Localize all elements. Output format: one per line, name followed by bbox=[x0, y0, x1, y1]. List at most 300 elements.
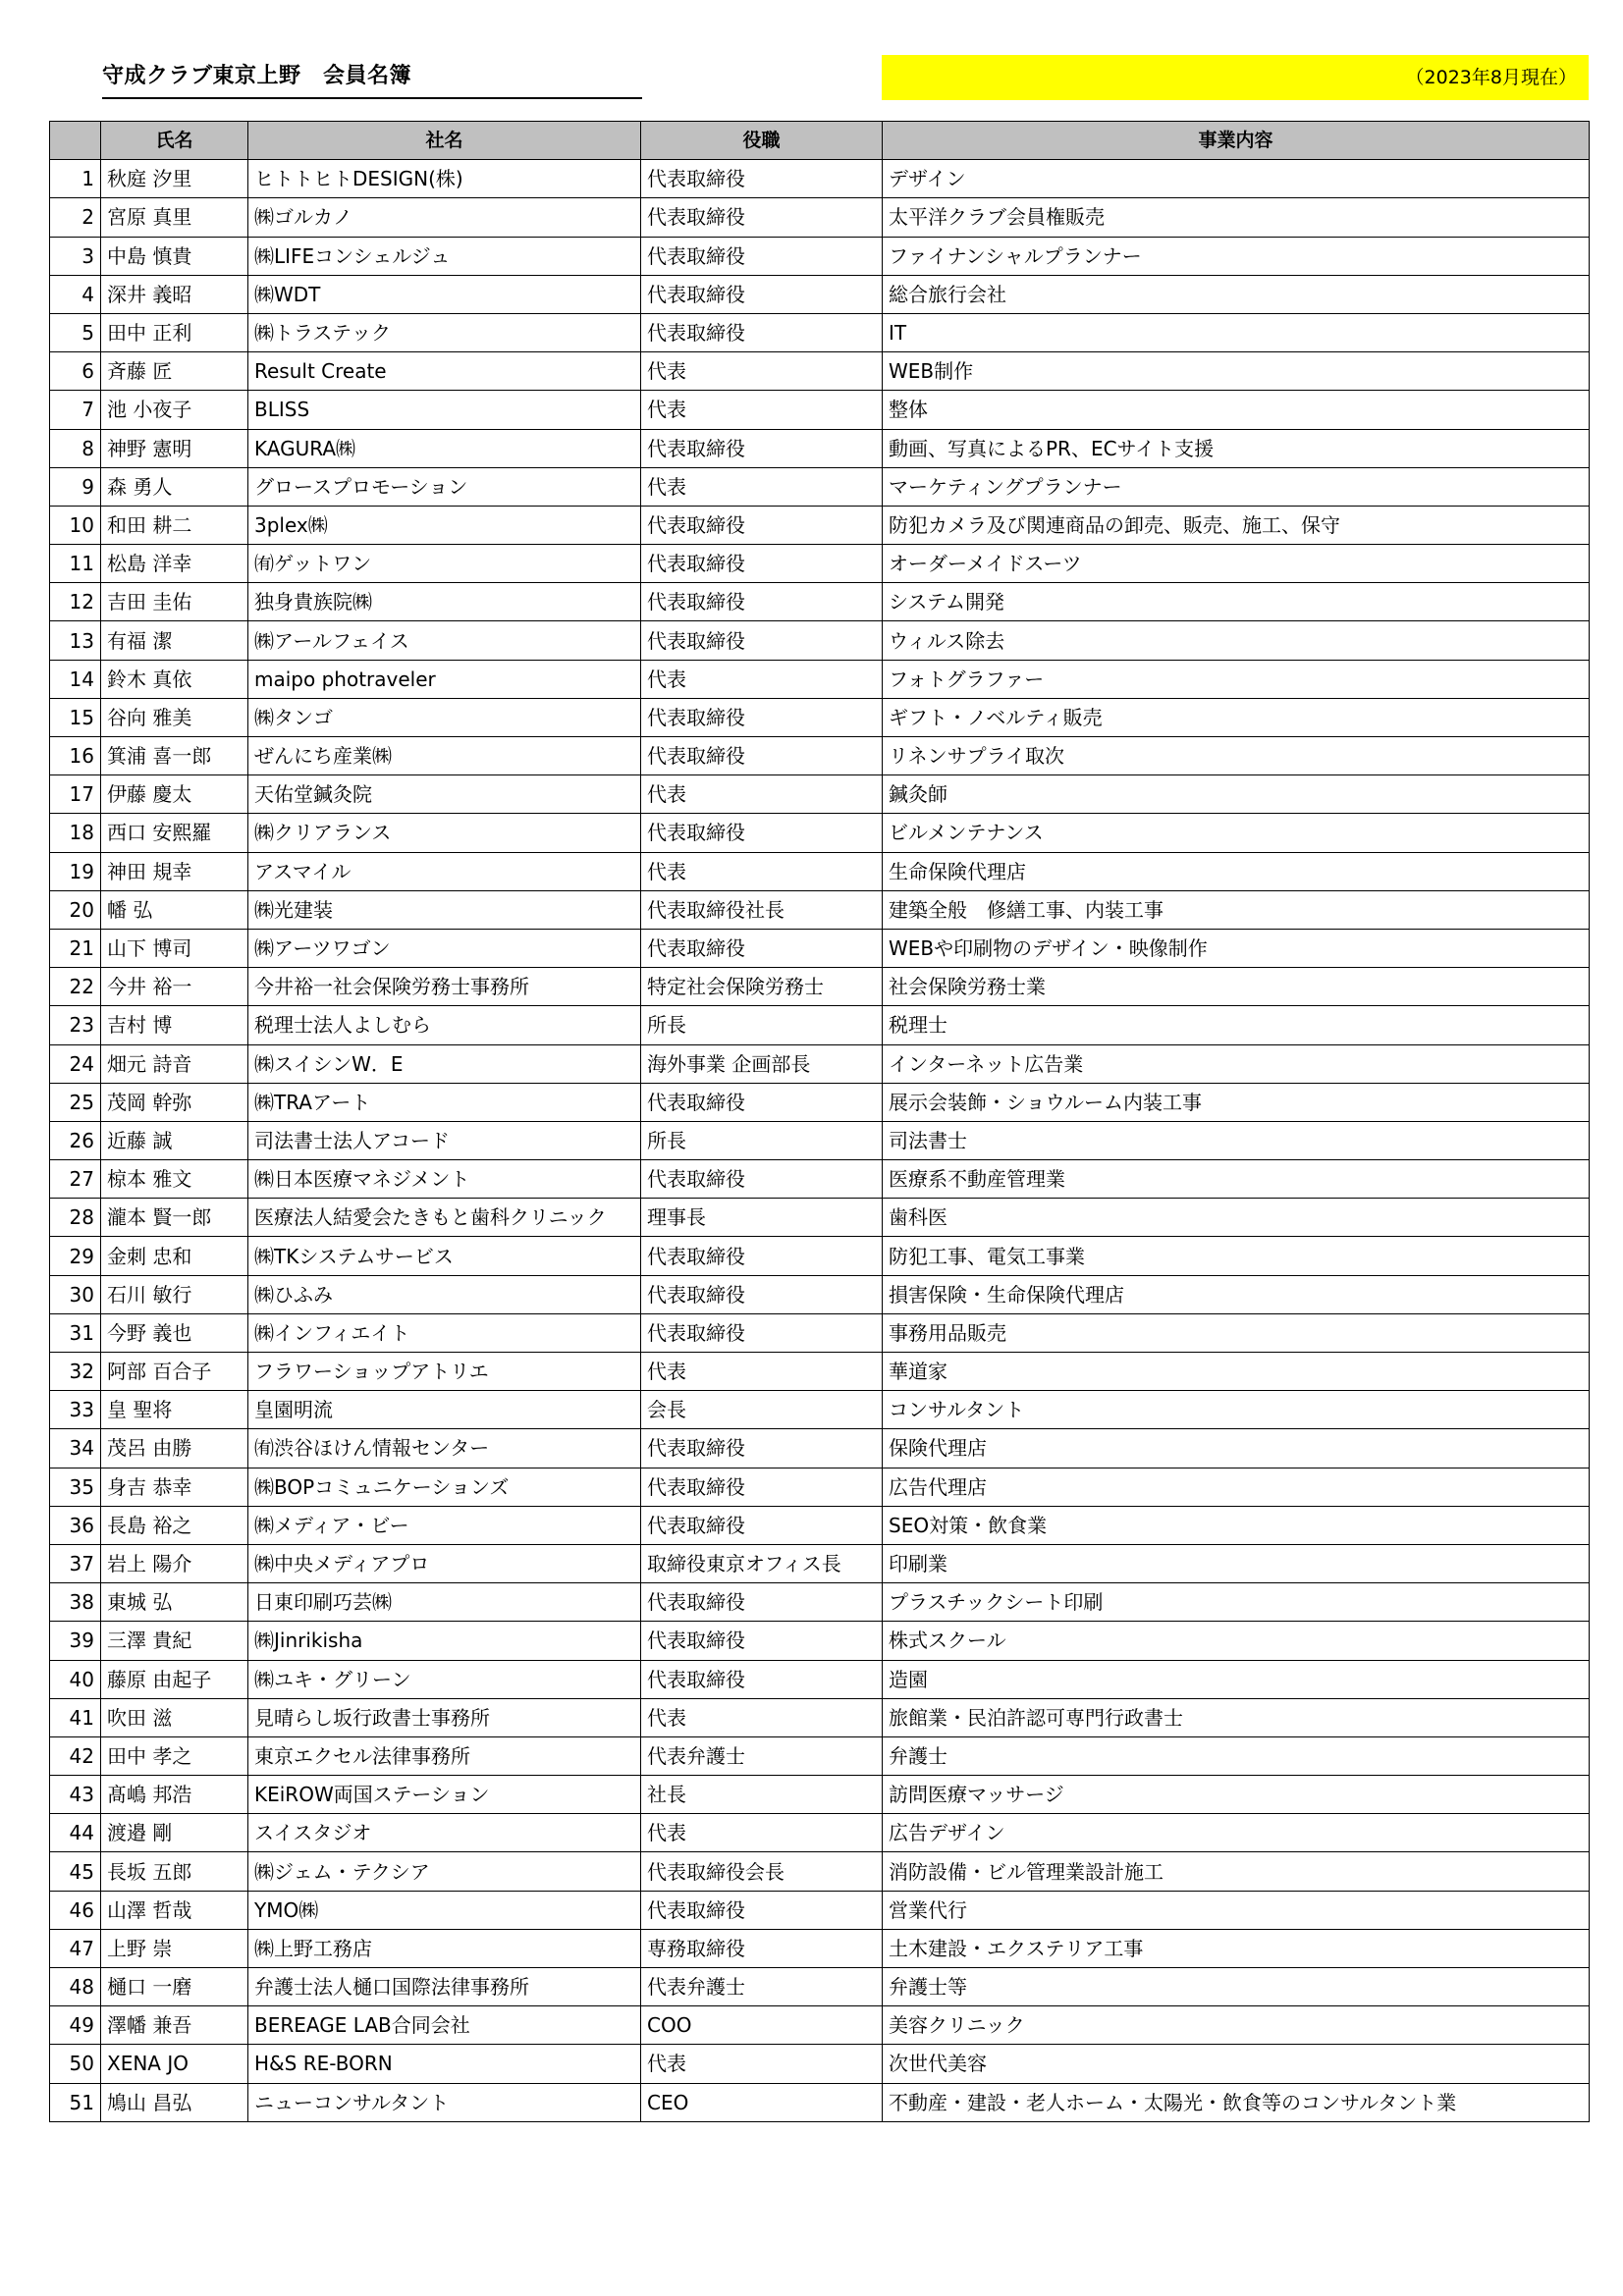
table-row bbox=[50, 352, 1590, 391]
cell-number: 25 bbox=[50, 1083, 101, 1121]
cell-name: 神田 規幸 bbox=[101, 852, 248, 890]
cell-number: 42 bbox=[50, 1736, 101, 1775]
cell-name: 岩上 陽介 bbox=[101, 1544, 248, 1582]
cell-company: 医療法人結愛会たきもと歯科クリニック bbox=[248, 1199, 641, 1237]
cell-number: 27 bbox=[50, 1160, 101, 1199]
cell-company: グロースプロモーション bbox=[248, 467, 641, 506]
cell-company: 天佑堂鍼灸院 bbox=[248, 775, 641, 814]
cell-company: ㈱ひふみ bbox=[248, 1275, 641, 1313]
cell-name: 畑元 詩音 bbox=[101, 1044, 248, 1083]
cell-company: Result Create bbox=[248, 352, 641, 391]
cell-number: 3 bbox=[50, 237, 101, 275]
cell-number: 14 bbox=[50, 660, 101, 698]
cell-number: 18 bbox=[50, 814, 101, 852]
table-row bbox=[50, 1160, 1590, 1199]
table-row bbox=[50, 160, 1590, 198]
table-row bbox=[50, 1506, 1590, 1544]
cell-company: 皇園明流 bbox=[248, 1391, 641, 1429]
table-row bbox=[50, 1622, 1590, 1660]
cell-name: 近藤 誠 bbox=[101, 1121, 248, 1159]
cell-name: 長坂 五郎 bbox=[101, 1852, 248, 1891]
cell-number: 40 bbox=[50, 1660, 101, 1698]
cell-position: 代表取締役 bbox=[641, 583, 883, 621]
cell-company: ㈱日本医療マネジメント bbox=[248, 1160, 641, 1199]
cell-name: 今野 義也 bbox=[101, 1313, 248, 1352]
cell-position: 代表 bbox=[641, 1698, 883, 1736]
cell-position: 代表取締役 bbox=[641, 160, 883, 198]
cell-number: 5 bbox=[50, 313, 101, 351]
cell-number: 16 bbox=[50, 737, 101, 775]
cell-number: 46 bbox=[50, 1891, 101, 1929]
table-row bbox=[50, 1698, 1590, 1736]
cell-business: 保険代理店 bbox=[883, 1429, 1590, 1468]
cell-position: 代表 bbox=[641, 1353, 883, 1391]
cell-number: 33 bbox=[50, 1391, 101, 1429]
cell-number: 30 bbox=[50, 1275, 101, 1313]
cell-company: H&S RE-BORN bbox=[248, 2045, 641, 2083]
cell-number: 13 bbox=[50, 621, 101, 660]
cell-company: ㈱スイシンW．E bbox=[248, 1044, 641, 1083]
cell-number: 34 bbox=[50, 1429, 101, 1468]
cell-name: 樋口 一磨 bbox=[101, 1968, 248, 2006]
cell-business: 防犯カメラ及び関連商品の卸売、販売、施工、保守 bbox=[883, 506, 1590, 544]
cell-position: 代表 bbox=[641, 852, 883, 890]
cell-company: 日東印刷巧芸㈱ bbox=[248, 1583, 641, 1622]
cell-number: 47 bbox=[50, 1929, 101, 1967]
cell-name: 有福 潔 bbox=[101, 621, 248, 660]
cell-company: YMO㈱ bbox=[248, 1891, 641, 1929]
cell-position: 代表取締役 bbox=[641, 1083, 883, 1121]
table-row bbox=[50, 621, 1590, 660]
cell-number: 19 bbox=[50, 852, 101, 890]
cell-position: 代表取締役 bbox=[641, 737, 883, 775]
cell-company: ㈱WDT bbox=[248, 275, 641, 313]
cell-name: 藤原 由起子 bbox=[101, 1660, 248, 1698]
cell-name: 渡邉 剛 bbox=[101, 1814, 248, 1852]
cell-name: 鈴木 真依 bbox=[101, 660, 248, 698]
table-row bbox=[50, 1891, 1590, 1929]
cell-company: ㈱中央メディアプロ bbox=[248, 1544, 641, 1582]
cell-position: 代表取締役 bbox=[641, 198, 883, 237]
cell-position: 代表弁護士 bbox=[641, 1968, 883, 2006]
cell-business: 弁護士等 bbox=[883, 1968, 1590, 2006]
cell-number: 11 bbox=[50, 545, 101, 583]
cell-business: 旅館業・民泊許認可専門行政書士 bbox=[883, 1698, 1590, 1736]
cell-position: 所長 bbox=[641, 1121, 883, 1159]
cell-name: 金刺 忠和 bbox=[101, 1237, 248, 1275]
cell-position: 代表 bbox=[641, 391, 883, 429]
cell-position: 代表 bbox=[641, 352, 883, 391]
cell-name: 山下 博司 bbox=[101, 929, 248, 967]
cell-business: 印刷業 bbox=[883, 1544, 1590, 1582]
cell-number: 41 bbox=[50, 1698, 101, 1736]
table-row bbox=[50, 1929, 1590, 1967]
cell-name: 吉村 博 bbox=[101, 1006, 248, 1044]
cell-business: IT bbox=[883, 313, 1590, 351]
cell-position: 代表取締役 bbox=[641, 1622, 883, 1660]
cell-number: 50 bbox=[50, 2045, 101, 2083]
cell-business: マーケティングプランナー bbox=[883, 467, 1590, 506]
cell-business: インターネット広告業 bbox=[883, 1044, 1590, 1083]
table-row bbox=[50, 1237, 1590, 1275]
table-row bbox=[50, 1814, 1590, 1852]
cell-business: 整体 bbox=[883, 391, 1590, 429]
cell-position: 代表 bbox=[641, 2045, 883, 2083]
cell-name: 石川 敏行 bbox=[101, 1275, 248, 1313]
cell-position: 代表取締役 bbox=[641, 814, 883, 852]
table-header-row bbox=[50, 122, 1590, 160]
cell-business: プラスチックシート印刷 bbox=[883, 1583, 1590, 1622]
cell-business: 広告代理店 bbox=[883, 1468, 1590, 1506]
cell-name: 椋本 雅文 bbox=[101, 1160, 248, 1199]
table-row bbox=[50, 1852, 1590, 1891]
page-title: 守成クラブ東京上野 会員名簿 bbox=[102, 59, 642, 99]
cell-number: 49 bbox=[50, 2006, 101, 2045]
cell-business: ウィルス除去 bbox=[883, 621, 1590, 660]
cell-business: ファイナンシャルプランナー bbox=[883, 237, 1590, 275]
cell-position: 社長 bbox=[641, 1776, 883, 1814]
cell-name: 西口 安熙羅 bbox=[101, 814, 248, 852]
cell-position: 代表取締役 bbox=[641, 1275, 883, 1313]
table-row bbox=[50, 852, 1590, 890]
cell-business: オーダーメイドスーツ bbox=[883, 545, 1590, 583]
cell-number: 20 bbox=[50, 890, 101, 929]
cell-position: 代表取締役 bbox=[641, 621, 883, 660]
cell-number: 12 bbox=[50, 583, 101, 621]
table-row bbox=[50, 467, 1590, 506]
cell-position: 代表取締役 bbox=[641, 929, 883, 967]
cell-company: ㈱メディア・ビー bbox=[248, 1506, 641, 1544]
cell-company: ヒトトヒトDESIGN(株) bbox=[248, 160, 641, 198]
cell-business: フォトグラファー bbox=[883, 660, 1590, 698]
cell-name: 池 小夜子 bbox=[101, 391, 248, 429]
cell-business: 司法書士 bbox=[883, 1121, 1590, 1159]
cell-company: ㈱TRAアート bbox=[248, 1083, 641, 1121]
cell-name: 茂呂 由勝 bbox=[101, 1429, 248, 1468]
cell-business: 生命保険代理店 bbox=[883, 852, 1590, 890]
cell-position: 代表取締役 bbox=[641, 1313, 883, 1352]
cell-position: 海外事業 企画部長 bbox=[641, 1044, 883, 1083]
table-row bbox=[50, 1121, 1590, 1159]
cell-name: 茂岡 幹弥 bbox=[101, 1083, 248, 1121]
cell-number: 45 bbox=[50, 1852, 101, 1891]
cell-company: スイスタジオ bbox=[248, 1814, 641, 1852]
cell-business: WEB制作 bbox=[883, 352, 1590, 391]
cell-business: 次世代美容 bbox=[883, 2045, 1590, 2083]
cell-number: 8 bbox=[50, 429, 101, 467]
cell-position: 代表 bbox=[641, 660, 883, 698]
column-header-number bbox=[50, 122, 101, 160]
cell-business: 華道家 bbox=[883, 1353, 1590, 1391]
cell-name: 谷向 雅美 bbox=[101, 698, 248, 736]
cell-number: 26 bbox=[50, 1121, 101, 1159]
table-row bbox=[50, 1776, 1590, 1814]
table-row bbox=[50, 698, 1590, 736]
cell-position: 代表取締役 bbox=[641, 1506, 883, 1544]
cell-name: 箕浦 喜一郎 bbox=[101, 737, 248, 775]
cell-position: 代表取締役 bbox=[641, 275, 883, 313]
cell-business: 動画、写真によるPR、ECサイト支援 bbox=[883, 429, 1590, 467]
cell-company: ㈲ゲットワン bbox=[248, 545, 641, 583]
table-row bbox=[50, 1583, 1590, 1622]
cell-business: 防犯工事、電気工事業 bbox=[883, 1237, 1590, 1275]
cell-company: ㈱上野工務店 bbox=[248, 1929, 641, 1967]
cell-number: 22 bbox=[50, 968, 101, 1006]
cell-number: 17 bbox=[50, 775, 101, 814]
cell-position: 代表 bbox=[641, 775, 883, 814]
cell-business: 事務用品販売 bbox=[883, 1313, 1590, 1352]
cell-company: 今井裕一社会保険労務士事務所 bbox=[248, 968, 641, 1006]
cell-company: ぜんにち産業㈱ bbox=[248, 737, 641, 775]
table-row bbox=[50, 1429, 1590, 1468]
cell-name: 田中 正利 bbox=[101, 313, 248, 351]
cell-name: 深井 義昭 bbox=[101, 275, 248, 313]
cell-number: 23 bbox=[50, 1006, 101, 1044]
table-row bbox=[50, 1353, 1590, 1391]
table-row bbox=[50, 391, 1590, 429]
cell-position: 代表取締役 bbox=[641, 1660, 883, 1698]
cell-company: ㈱タンゴ bbox=[248, 698, 641, 736]
cell-position: 代表取締役 bbox=[641, 429, 883, 467]
table-row bbox=[50, 1006, 1590, 1044]
table-row bbox=[50, 429, 1590, 467]
cell-number: 32 bbox=[50, 1353, 101, 1391]
cell-name: XENA JO bbox=[101, 2045, 248, 2083]
cell-company: ㈱ゴルカノ bbox=[248, 198, 641, 237]
cell-company: ㈱アールフェイス bbox=[248, 621, 641, 660]
cell-company: ㈱インフィエイト bbox=[248, 1313, 641, 1352]
table-row bbox=[50, 2006, 1590, 2045]
cell-position: 代表 bbox=[641, 467, 883, 506]
cell-company: 3plex㈱ bbox=[248, 506, 641, 544]
cell-position: 代表 bbox=[641, 1814, 883, 1852]
cell-position: 代表取締役社長 bbox=[641, 890, 883, 929]
cell-business: WEBや印刷物のデザイン・映像制作 bbox=[883, 929, 1590, 967]
cell-company: ㈲渋谷ほけん情報センター bbox=[248, 1429, 641, 1468]
cell-number: 39 bbox=[50, 1622, 101, 1660]
cell-position: 代表取締役会長 bbox=[641, 1852, 883, 1891]
cell-number: 15 bbox=[50, 698, 101, 736]
cell-company: 弁護士法人樋口国際法律事務所 bbox=[248, 1968, 641, 2006]
cell-number: 29 bbox=[50, 1237, 101, 1275]
cell-business: 広告デザイン bbox=[883, 1814, 1590, 1852]
cell-name: 鳩山 昌弘 bbox=[101, 2083, 248, 2121]
cell-name: 吹田 滋 bbox=[101, 1698, 248, 1736]
table-row bbox=[50, 1083, 1590, 1121]
cell-company: ㈱ユキ・グリーン bbox=[248, 1660, 641, 1698]
cell-name: 和田 耕二 bbox=[101, 506, 248, 544]
table-row bbox=[50, 506, 1590, 544]
cell-business: リネンサプライ取次 bbox=[883, 737, 1590, 775]
cell-number: 37 bbox=[50, 1544, 101, 1582]
cell-company: ㈱アーツワゴン bbox=[248, 929, 641, 967]
cell-number: 1 bbox=[50, 160, 101, 198]
cell-company: 司法書士法人アコード bbox=[248, 1121, 641, 1159]
cell-name: 宮原 真里 bbox=[101, 198, 248, 237]
cell-business: 営業代行 bbox=[883, 1891, 1590, 1929]
cell-company: BEREAGE LAB合同会社 bbox=[248, 2006, 641, 2045]
cell-business: 損害保険・生命保険代理店 bbox=[883, 1275, 1590, 1313]
cell-business: 株式スクール bbox=[883, 1622, 1590, 1660]
cell-company: ㈱LIFEコンシェルジュ bbox=[248, 237, 641, 275]
cell-name: 長島 裕之 bbox=[101, 1506, 248, 1544]
cell-business: 医療系不動産管理業 bbox=[883, 1160, 1590, 1199]
cell-name: 身吉 恭幸 bbox=[101, 1468, 248, 1506]
cell-name: 瀧本 賢一郎 bbox=[101, 1199, 248, 1237]
cell-name: 田中 孝之 bbox=[101, 1736, 248, 1775]
cell-name: 今井 裕一 bbox=[101, 968, 248, 1006]
cell-number: 28 bbox=[50, 1199, 101, 1237]
cell-business: 建築全般 修繕工事、内装工事 bbox=[883, 890, 1590, 929]
cell-name: 秋庭 汐里 bbox=[101, 160, 248, 198]
table-body bbox=[50, 160, 1590, 2122]
cell-business: 総合旅行会社 bbox=[883, 275, 1590, 313]
cell-position: 代表取締役 bbox=[641, 698, 883, 736]
cell-position: 代表取締役 bbox=[641, 237, 883, 275]
table-row bbox=[50, 1391, 1590, 1429]
cell-position: CEO bbox=[641, 2083, 883, 2121]
table-row bbox=[50, 198, 1590, 237]
cell-position: 会長 bbox=[641, 1391, 883, 1429]
cell-position: 代表弁護士 bbox=[641, 1736, 883, 1775]
cell-business: 造園 bbox=[883, 1660, 1590, 1698]
cell-business: SEO対策・飲食業 bbox=[883, 1506, 1590, 1544]
cell-company: maipo photraveler bbox=[248, 660, 641, 698]
cell-number: 10 bbox=[50, 506, 101, 544]
cell-position: COO bbox=[641, 2006, 883, 2045]
cell-company: ㈱BOPコミュニケーションズ bbox=[248, 1468, 641, 1506]
cell-number: 43 bbox=[50, 1776, 101, 1814]
table-row bbox=[50, 660, 1590, 698]
cell-name: 阿部 百合子 bbox=[101, 1353, 248, 1391]
column-header-company: 社名 bbox=[248, 122, 641, 160]
cell-number: 38 bbox=[50, 1583, 101, 1622]
cell-position: 代表取締役 bbox=[641, 1891, 883, 1929]
cell-number: 4 bbox=[50, 275, 101, 313]
table-row bbox=[50, 775, 1590, 814]
cell-number: 6 bbox=[50, 352, 101, 391]
table-row bbox=[50, 237, 1590, 275]
cell-position: 特定社会保険労務士 bbox=[641, 968, 883, 1006]
cell-business: 社会保険労務士業 bbox=[883, 968, 1590, 1006]
cell-company: ㈱光建装 bbox=[248, 890, 641, 929]
cell-company: 独身貴族院㈱ bbox=[248, 583, 641, 621]
table-row bbox=[50, 1313, 1590, 1352]
table-row bbox=[50, 890, 1590, 929]
cell-name: 伊藤 慶太 bbox=[101, 775, 248, 814]
table-row bbox=[50, 313, 1590, 351]
cell-business: 土木建設・エクステリア工事 bbox=[883, 1929, 1590, 1967]
column-header-name: 氏名 bbox=[101, 122, 248, 160]
cell-number: 9 bbox=[50, 467, 101, 506]
table-row bbox=[50, 814, 1590, 852]
table-row bbox=[50, 1468, 1590, 1506]
cell-position: 専務取締役 bbox=[641, 1929, 883, 1967]
table-row bbox=[50, 545, 1590, 583]
cell-number: 2 bbox=[50, 198, 101, 237]
cell-name: 髙嶋 邦浩 bbox=[101, 1776, 248, 1814]
table-row bbox=[50, 1199, 1590, 1237]
cell-number: 48 bbox=[50, 1968, 101, 2006]
cell-business: コンサルタント bbox=[883, 1391, 1590, 1429]
cell-company: ㈱TKシステムサービス bbox=[248, 1237, 641, 1275]
column-header-position: 役職 bbox=[641, 122, 883, 160]
table-row bbox=[50, 1044, 1590, 1083]
cell-company: BLISS bbox=[248, 391, 641, 429]
table-row bbox=[50, 1660, 1590, 1698]
cell-position: 代表取締役 bbox=[641, 506, 883, 544]
table-row bbox=[50, 737, 1590, 775]
cell-business: システム開発 bbox=[883, 583, 1590, 621]
table-row bbox=[50, 2045, 1590, 2083]
cell-name: 中島 慎貴 bbox=[101, 237, 248, 275]
cell-name: 東城 弘 bbox=[101, 1583, 248, 1622]
table-row bbox=[50, 1275, 1590, 1313]
cell-position: 代表取締役 bbox=[641, 1468, 883, 1506]
cell-number: 21 bbox=[50, 929, 101, 967]
cell-position: 代表取締役 bbox=[641, 313, 883, 351]
cell-business: 弁護士 bbox=[883, 1736, 1590, 1775]
cell-name: 松島 洋幸 bbox=[101, 545, 248, 583]
cell-number: 51 bbox=[50, 2083, 101, 2121]
cell-company: フラワーショップアトリエ bbox=[248, 1353, 641, 1391]
table-row bbox=[50, 1736, 1590, 1775]
cell-company: アスマイル bbox=[248, 852, 641, 890]
cell-company: 東京エクセル法律事務所 bbox=[248, 1736, 641, 1775]
cell-company: 見晴らし坂行政書士事務所 bbox=[248, 1698, 641, 1736]
member-table bbox=[49, 121, 1590, 2122]
cell-business: 歯科医 bbox=[883, 1199, 1590, 1237]
cell-position: 代表取締役 bbox=[641, 1237, 883, 1275]
table-row bbox=[50, 275, 1590, 313]
cell-number: 35 bbox=[50, 1468, 101, 1506]
cell-position: 代表取締役 bbox=[641, 1429, 883, 1468]
cell-position: 理事長 bbox=[641, 1199, 883, 1237]
cell-business: 美容クリニック bbox=[883, 2006, 1590, 2045]
cell-company: KEiROW両国ステーション bbox=[248, 1776, 641, 1814]
cell-business: 鍼灸師 bbox=[883, 775, 1590, 814]
cell-position: 代表取締役 bbox=[641, 1160, 883, 1199]
cell-name: 斉藤 匠 bbox=[101, 352, 248, 391]
cell-company: ㈱トラステック bbox=[248, 313, 641, 351]
cell-number: 44 bbox=[50, 1814, 101, 1852]
cell-company: ㈱クリアランス bbox=[248, 814, 641, 852]
cell-position: 代表取締役 bbox=[641, 545, 883, 583]
cell-name: 皇 聖将 bbox=[101, 1391, 248, 1429]
date-note: （2023年8月現在） bbox=[882, 55, 1589, 100]
cell-name: 上野 崇 bbox=[101, 1929, 248, 1967]
cell-name: 吉田 圭佑 bbox=[101, 583, 248, 621]
cell-number: 24 bbox=[50, 1044, 101, 1083]
table-row bbox=[50, 968, 1590, 1006]
cell-company: ㈱ジェム・テクシア bbox=[248, 1852, 641, 1891]
cell-number: 7 bbox=[50, 391, 101, 429]
cell-name: 澤幡 兼吾 bbox=[101, 2006, 248, 2045]
cell-position: 取締役東京オフィス長 bbox=[641, 1544, 883, 1582]
cell-name: 森 勇人 bbox=[101, 467, 248, 506]
cell-position: 所長 bbox=[641, 1006, 883, 1044]
cell-company: 税理士法人よしむら bbox=[248, 1006, 641, 1044]
cell-business: 税理士 bbox=[883, 1006, 1590, 1044]
cell-company: ㈱Jinrikisha bbox=[248, 1622, 641, 1660]
cell-business: デザイン bbox=[883, 160, 1590, 198]
cell-business: 不動産・建設・老人ホーム・太陽光・飲食等のコンサルタント業 bbox=[883, 2083, 1590, 2121]
cell-business: 訪問医療マッサージ bbox=[883, 1776, 1590, 1814]
table-row bbox=[50, 583, 1590, 621]
column-header-business: 事業内容 bbox=[883, 122, 1590, 160]
cell-position: 代表取締役 bbox=[641, 1583, 883, 1622]
cell-business: ギフト・ノベルティ販売 bbox=[883, 698, 1590, 736]
